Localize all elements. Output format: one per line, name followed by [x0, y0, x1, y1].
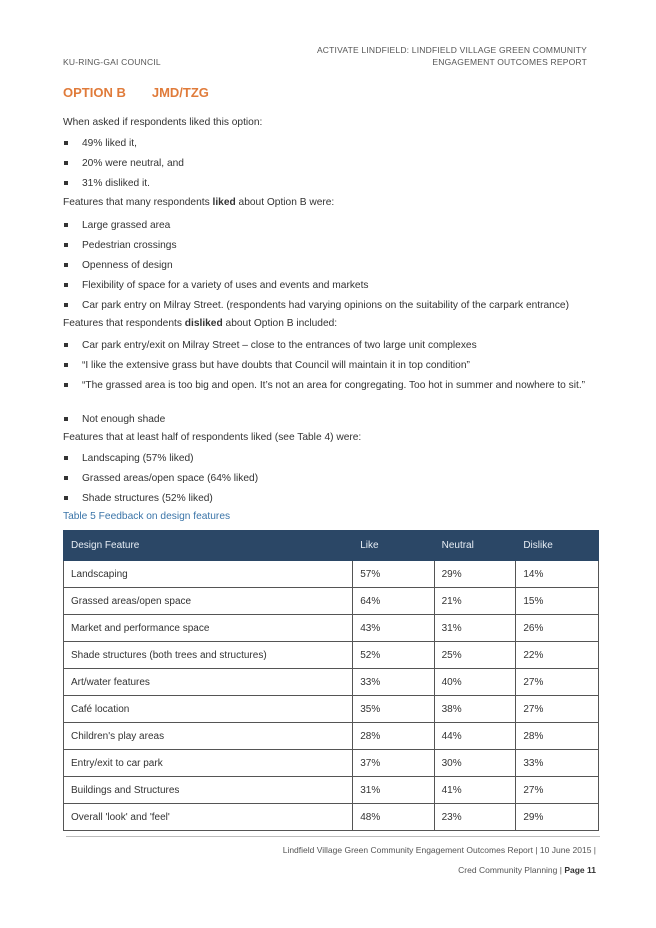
table-row [64, 561, 599, 588]
cell-like: 28% [353, 723, 434, 750]
cell-feature: Children's play areas [64, 723, 353, 750]
list-item: Car park entry on Milray Street. (respondents had varying opinions on the suitability of the carpark entrance) [63, 299, 593, 312]
header-dislike: Dislike [516, 531, 599, 561]
bullet-icon [64, 303, 68, 307]
cell-feature: Landscaping [64, 561, 353, 588]
cell-dislike: 27% [516, 669, 599, 696]
list-item: Large grassed area [63, 219, 593, 232]
list-item: Pedestrian crossings [63, 239, 593, 252]
cell-dislike: 15% [516, 588, 599, 615]
bullet-icon [64, 161, 68, 165]
list-item: Openness of design [63, 259, 593, 272]
cell-dislike: 28% [516, 723, 599, 750]
footer-divider [66, 836, 600, 837]
table-row [64, 696, 599, 723]
cell-dislike: 14% [516, 561, 599, 588]
intro-paragraph: When asked if respondents liked this option: [63, 117, 263, 128]
bullet-icon [64, 383, 68, 387]
list-item: Landscaping (57% liked) [63, 452, 593, 465]
bullet-icon [64, 417, 68, 421]
bullet-icon [64, 223, 68, 227]
cell-like: 64% [353, 588, 434, 615]
bullet-icon [64, 283, 68, 287]
cell-dislike: 33% [516, 750, 599, 777]
bullet-icon [64, 456, 68, 460]
cell-neutral: 29% [434, 561, 516, 588]
cell-dislike: 22% [516, 642, 599, 669]
bullet-icon [64, 363, 68, 367]
cell-feature: Overall 'look' and 'feel' [64, 804, 353, 831]
cell-neutral: 40% [434, 669, 516, 696]
footer-page-info: Cred Community Planning | Page 11 [458, 865, 596, 875]
list-item: Shade structures (52% liked) [63, 492, 593, 505]
header-organization: KU-RING-GAI COUNCIL [63, 57, 161, 67]
page-number: Page 11 [564, 865, 596, 875]
header-design-feature: Design Feature [64, 531, 353, 561]
list-item: Not enough shade [63, 413, 593, 426]
cell-dislike: 29% [516, 804, 599, 831]
liked-intro-paragraph: Features that many respondents liked about Option B were: [63, 197, 335, 208]
header-report-title-line2: ENGAGEMENT OUTCOMES REPORT [432, 56, 587, 67]
cell-like: 35% [353, 696, 434, 723]
header-report-title [267, 45, 587, 68]
cell-like: 31% [353, 777, 434, 804]
table-row [64, 723, 599, 750]
list-item: 49% liked it, [63, 137, 593, 150]
cell-neutral: 41% [434, 777, 516, 804]
section-title [63, 85, 209, 100]
cell-like: 37% [353, 750, 434, 777]
bullet-icon [64, 141, 68, 145]
bullet-icon [64, 476, 68, 480]
cell-dislike: 27% [516, 777, 599, 804]
list-item: “The grassed area is too big and open. It’s not an area for congregating. Too hot in summer and nowhere to sit.” [63, 379, 593, 392]
cell-neutral: 38% [434, 696, 516, 723]
feedback-table [63, 530, 599, 831]
table-header-row [64, 531, 599, 561]
cell-feature: Shade structures (both trees and structures) [64, 642, 353, 669]
cell-dislike: 27% [516, 696, 599, 723]
section-option: OPTION B [63, 85, 126, 100]
bullet-icon [64, 181, 68, 185]
table-caption: Table 5 Feedback on design features [63, 511, 231, 522]
list-item: Grassed areas/open space (64% liked) [63, 472, 593, 485]
cell-feature: Entry/exit to car park [64, 750, 353, 777]
bullet-icon [64, 243, 68, 247]
cell-feature: Art/water features [64, 669, 353, 696]
header-like: Like [353, 531, 434, 561]
table-row [64, 777, 599, 804]
bullet-icon [64, 263, 68, 267]
cell-like: 52% [353, 642, 434, 669]
cell-neutral: 25% [434, 642, 516, 669]
section-code: JMD/TZG [151, 85, 209, 100]
disliked-intro-paragraph: Features that respondents disliked about Option B included: [63, 318, 338, 329]
list-item: Car park entry/exit on Milray Street – close to the entrances of two large unit complexes [63, 339, 593, 352]
cell-like: 48% [353, 804, 434, 831]
cell-neutral: 44% [434, 723, 516, 750]
list-item: 20% were neutral, and [63, 157, 593, 170]
cell-dislike: 26% [516, 615, 599, 642]
header-report-title-line1: ACTIVATE LINDFIELD: LINDFIELD VILLAGE GREEN COMMUNITY [316, 45, 587, 55]
table-row [64, 642, 599, 669]
cell-feature: Café location [64, 696, 353, 723]
cell-feature: Buildings and Structures [64, 777, 353, 804]
table-row [64, 669, 599, 696]
table-row [64, 750, 599, 777]
cell-neutral: 30% [434, 750, 516, 777]
footer-report-info: Lindfield Village Green Community Engagement Outcomes Report | 10 June 2015 | [282, 845, 596, 855]
bullet-icon [64, 496, 68, 500]
bullet-icon [64, 343, 68, 347]
list-item: 31% disliked it. [63, 177, 593, 190]
table-row [64, 615, 599, 642]
cell-like: 33% [353, 669, 434, 696]
table-row [64, 804, 599, 831]
list-item: Flexibility of space for a variety of uses and events and markets [63, 279, 593, 292]
cell-feature: Market and performance space [64, 615, 353, 642]
cell-like: 43% [353, 615, 434, 642]
header-neutral: Neutral [434, 531, 516, 561]
cell-like: 57% [353, 561, 434, 588]
half-liked-intro-paragraph: Features that at least half of respondents liked (see Table 4) were: [63, 432, 362, 443]
cell-neutral: 31% [434, 615, 516, 642]
cell-feature: Grassed areas/open space [64, 588, 353, 615]
cell-neutral: 21% [434, 588, 516, 615]
list-item: “I like the extensive grass but have doubts that Council will maintain it in top condition” [63, 359, 593, 372]
cell-neutral: 23% [434, 804, 516, 831]
table-row [64, 588, 599, 615]
